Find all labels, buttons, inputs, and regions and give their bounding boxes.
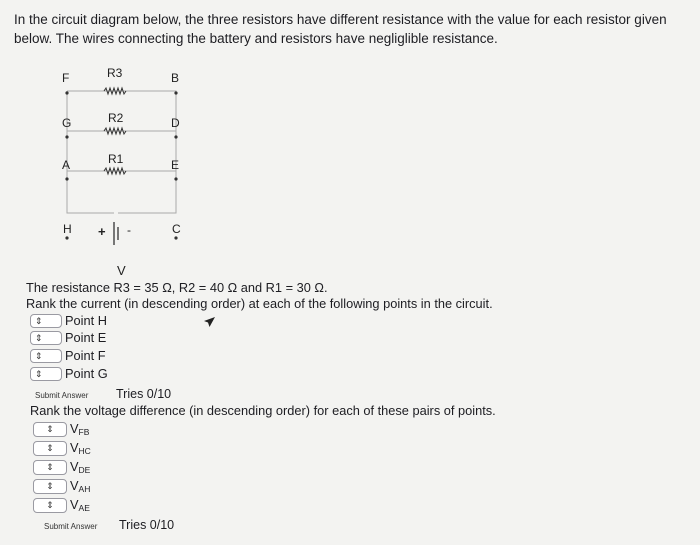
rank-label-point-f: Point F xyxy=(65,348,106,363)
updown-icon: ⇕ xyxy=(46,480,54,491)
resistor-r2 xyxy=(104,128,126,134)
rank-select-point-e[interactable] xyxy=(30,331,62,345)
rank-select-point-f[interactable] xyxy=(30,349,62,363)
mouse-pointer-icon xyxy=(202,316,216,330)
rank-label-vhc: $V_{HC}$ xyxy=(70,440,91,456)
rank-select-vae[interactable] xyxy=(33,498,67,513)
resistor-label-r1: R1 xyxy=(108,152,124,166)
node-label-c: C xyxy=(172,222,181,236)
problem-intro: In the circuit diagram below, the three resistors have different resistance with the value for each resistor given below. The wires connecting the battery and resistors have negliglible resistance. xyxy=(14,12,667,46)
rank-row-vde xyxy=(33,459,90,475)
rank-label-vde: $V_{DE}$ xyxy=(70,459,91,475)
submit-answer-button-2[interactable]: Submit Answer xyxy=(44,522,98,531)
node-label-b: B xyxy=(171,71,180,85)
resistance-values: The resistance R3 = 35 Ω, R2 = 40 Ω and R1 = 30 Ω. xyxy=(26,280,328,295)
rank-select-point-g[interactable] xyxy=(30,367,62,381)
node-label-g: G xyxy=(62,116,72,130)
tries-counter-2: Tries 0/10 xyxy=(119,518,175,532)
battery-symbol xyxy=(114,222,118,245)
rank-label-vah: $V_{AH}$ xyxy=(70,478,91,494)
updown-icon: ⇕ xyxy=(35,315,43,326)
rank-label-point-h: Point H xyxy=(65,313,107,328)
updown-icon: ⇕ xyxy=(35,368,43,379)
node-label-f: F xyxy=(62,71,70,85)
resistor-label-r3: R3 xyxy=(107,66,123,80)
rank-label-point-g: Point G xyxy=(65,366,108,381)
resistor-label-r2: R2 xyxy=(108,111,124,125)
rank-row-point-g xyxy=(30,366,108,381)
rank-row-vhc xyxy=(33,440,91,456)
updown-icon: ⇕ xyxy=(46,423,54,434)
rank-row-vae xyxy=(33,497,90,513)
rank-select-point-h[interactable] xyxy=(30,314,62,328)
rank-row-point-f xyxy=(30,348,106,363)
node-label-d: D xyxy=(171,116,180,130)
node-label-a: A xyxy=(62,158,71,172)
updown-icon: ⇕ xyxy=(46,442,54,453)
updown-icon: ⇕ xyxy=(46,461,54,472)
rank-select-vde[interactable] xyxy=(33,460,67,475)
rank-row-vfb xyxy=(33,421,89,437)
resistor-r1 xyxy=(104,168,126,174)
node-label-h: H xyxy=(63,222,72,236)
rank-row-vah xyxy=(33,478,90,494)
resistor-r3 xyxy=(104,88,126,94)
updown-icon: ⇕ xyxy=(35,350,43,361)
rank-select-vhc[interactable] xyxy=(33,441,67,456)
updown-icon: ⇕ xyxy=(46,499,54,510)
rank-row-point-h xyxy=(30,313,107,328)
rank-label-vae: $V_{AE}$ xyxy=(70,497,90,513)
question2-prompt: Rank the voltage difference (in descending order) for each of these pairs of points. xyxy=(30,403,496,418)
battery-label-v: V xyxy=(117,263,126,278)
rank-select-vfb[interactable] xyxy=(33,422,67,437)
rank-row-point-e xyxy=(30,330,106,345)
question1-prompt: Rank the current (in descending order) at each of the following points in the circuit. xyxy=(26,296,493,311)
rank-select-vah[interactable] xyxy=(33,479,67,494)
tries-counter-1: Tries 0/10 xyxy=(116,387,172,401)
battery-plus: + xyxy=(98,224,106,239)
rank-label-point-e: Point E xyxy=(65,330,107,345)
battery-minus: - xyxy=(127,223,131,237)
node-label-e: E xyxy=(171,158,180,172)
submit-answer-button-1[interactable]: Submit Answer xyxy=(35,391,89,400)
rank-label-vfb: $V_{FB}$ xyxy=(70,421,90,437)
updown-icon: ⇕ xyxy=(35,332,43,343)
